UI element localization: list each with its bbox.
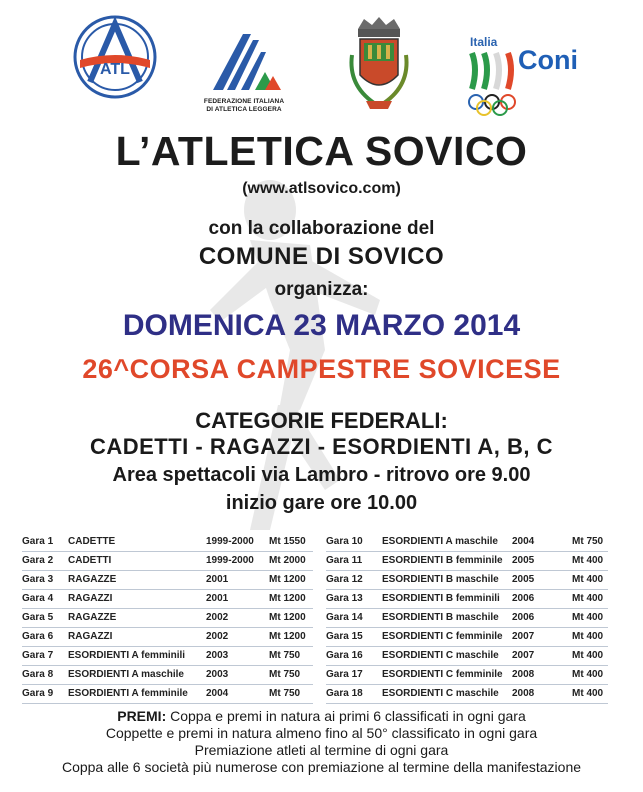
gara-category: ESORDIENTI C femminile <box>382 669 503 680</box>
gara-distance: Mt 1200 <box>269 631 306 642</box>
main-title: L’ATLETICA SOVICO <box>115 128 528 174</box>
gara-distance: Mt 1200 <box>269 593 306 604</box>
gara-number: Gara 6 <box>22 631 54 642</box>
coni-logo <box>466 35 596 115</box>
gara-number: Gara 4 <box>22 593 54 604</box>
table-row <box>326 552 608 571</box>
gara-number: Gara 9 <box>22 688 54 699</box>
gara-distance: Mt 750 <box>269 650 301 661</box>
website-link[interactable]: (www.atlsovico.com) <box>242 180 401 197</box>
gara-number: Gara 18 <box>326 688 363 699</box>
gara-number: Gara 5 <box>22 612 54 623</box>
gara-category: RAGAZZI <box>68 631 113 642</box>
gara-distance: Mt 400 <box>572 669 604 680</box>
gara-years: 1999-2000 <box>206 555 254 566</box>
atl-monogram: ATL <box>100 61 130 78</box>
coni-flag-mark <box>468 49 518 94</box>
gara-number: Gara 17 <box>326 669 363 680</box>
gara-years: 1999-2000 <box>206 536 254 547</box>
table-row <box>22 685 313 704</box>
gara-number: Gara 10 <box>326 536 363 547</box>
table-row <box>22 533 313 552</box>
gara-category: ESORDIENTI B femminile <box>382 555 503 566</box>
fidal-text-line2: DI ATLETICA LEGGERA <box>206 105 282 113</box>
table-row <box>22 666 313 685</box>
gara-category: ESORDIENTI C femminile <box>382 631 503 642</box>
olympic-rings-icon <box>466 93 536 117</box>
gara-category: ESORDIENTI B maschile <box>382 612 499 623</box>
organizza-text: organizza: <box>274 279 369 300</box>
table-row <box>326 609 608 628</box>
table-row <box>326 666 608 685</box>
gara-years: 2004 <box>206 688 229 699</box>
gara-years: 2001 <box>206 593 229 604</box>
gara-category: ESORDIENTI C maschile <box>382 650 499 661</box>
gara-category: ESORDIENTI B maschile <box>382 574 499 585</box>
gara-distance: Mt 750 <box>269 669 301 680</box>
gara-years: 2002 <box>206 612 229 623</box>
gara-distance: Mt 750 <box>572 536 604 547</box>
gara-distance: Mt 400 <box>572 593 604 604</box>
gara-years: 2007 <box>512 631 535 642</box>
gara-years: 2006 <box>512 593 535 604</box>
table-row <box>326 685 608 704</box>
gara-category: RAGAZZE <box>68 612 117 623</box>
gara-years: 2008 <box>512 669 535 680</box>
fidal-text <box>203 98 285 113</box>
gara-distance: Mt 2000 <box>269 555 306 566</box>
premi-line-3: Premiazione atleti al termine di ogni gara <box>194 742 449 758</box>
collab-text: con la collaborazione del <box>208 218 435 239</box>
gara-number: Gara 2 <box>22 555 54 566</box>
gara-distance: Mt 1200 <box>269 574 306 585</box>
gara-years: 2007 <box>512 650 535 661</box>
table-row <box>22 552 313 571</box>
start-time: inizio gare ore 10.00 <box>225 492 418 514</box>
gara-number: Gara 11 <box>326 555 363 566</box>
gara-number: Gara 16 <box>326 650 363 661</box>
table-row <box>22 609 313 628</box>
gara-number: Gara 8 <box>22 669 54 680</box>
gara-number: Gara 7 <box>22 650 54 661</box>
categories-list: CADETTI - RAGAZZI - ESORDIENTI A, B, C <box>89 434 554 459</box>
categories-heading: CATEGORIE FEDERALI: <box>195 408 448 433</box>
table-row <box>326 647 608 666</box>
gara-number: Gara 14 <box>326 612 363 623</box>
gara-number: Gara 13 <box>326 593 363 604</box>
gara-number: Gara 12 <box>326 574 363 585</box>
table-row <box>22 590 313 609</box>
gara-category: ESORDIENTI A maschile <box>382 536 498 547</box>
atletica-sovico-logo <box>70 12 160 102</box>
gara-number: Gara 15 <box>326 631 363 642</box>
gara-years: 2002 <box>206 631 229 642</box>
premi-label: PREMI: <box>117 708 167 724</box>
fidal-text-line1: FEDERAZIONE ITALIANA <box>203 98 285 105</box>
table-row <box>326 628 608 647</box>
gara-years: 2005 <box>512 555 535 566</box>
gara-distance: Mt 400 <box>572 688 604 699</box>
coni-wordmark: Coni <box>518 45 578 75</box>
race-title: 26^CORSA CAMPESTRE SOVICESE <box>82 354 561 384</box>
gare-table-left <box>22 533 313 704</box>
table-row <box>22 628 313 647</box>
gara-distance: Mt 750 <box>269 688 301 699</box>
comune-title: COMUNE DI SOVICO <box>198 243 445 270</box>
fidal-mark <box>203 30 285 96</box>
fidal-logo <box>203 30 285 120</box>
event-date: DOMENICA 23 MARZO 2014 <box>122 309 521 342</box>
gara-distance: Mt 400 <box>572 612 604 623</box>
gara-years: 2003 <box>206 650 229 661</box>
gara-category: ESORDIENTI A femminile <box>68 688 188 699</box>
gara-category: CADETTI <box>68 555 112 566</box>
venue-info: Area spettacoli via Lambro - ritrovo ore 9.00 <box>112 464 531 486</box>
gara-distance: Mt 1550 <box>269 536 306 547</box>
gara-category: CADETTE <box>68 536 116 547</box>
premi-line-1 <box>0 708 643 724</box>
gara-category: ESORDIENTI A maschile <box>68 669 184 680</box>
gara-category: ESORDIENTI C maschile <box>382 688 499 699</box>
gara-category: ESORDIENTI A femminili <box>68 650 186 661</box>
gara-distance: Mt 400 <box>572 555 604 566</box>
gara-number: Gara 1 <box>22 536 54 547</box>
gara-years: 2003 <box>206 669 229 680</box>
gara-years: 2001 <box>206 574 229 585</box>
gara-distance: Mt 400 <box>572 631 604 642</box>
gara-distance: Mt 400 <box>572 650 604 661</box>
table-row <box>22 647 313 666</box>
premi-line-2: Coppette e premi in natura almeno fino al 50° classificato in ogni gara <box>105 725 538 741</box>
gara-years: 2004 <box>512 536 535 547</box>
table-row <box>326 571 608 590</box>
table-row <box>22 571 313 590</box>
gara-number: Gara 3 <box>22 574 54 585</box>
gara-years: 2008 <box>512 688 535 699</box>
gara-distance: Mt 1200 <box>269 612 306 623</box>
premi-line-1-text: Coppa e premi in natura ai primi 6 classificati in ogni gara <box>166 708 526 724</box>
gara-category: RAGAZZI <box>68 593 113 604</box>
gara-category: RAGAZZE <box>68 574 117 585</box>
coni-italia-text: Italia <box>470 35 498 49</box>
gare-table-right <box>326 533 608 704</box>
gara-years: 2005 <box>512 574 535 585</box>
table-row <box>326 533 608 552</box>
comune-sovico-crest <box>344 15 414 115</box>
gara-distance: Mt 400 <box>572 574 604 585</box>
table-row <box>326 590 608 609</box>
gara-category: ESORDIENTI B femminili <box>382 593 500 604</box>
gara-years: 2006 <box>512 612 535 623</box>
premi-line-4: Coppa alle 6 società più numerose con premiazione al termine della manifestazione <box>61 759 582 775</box>
